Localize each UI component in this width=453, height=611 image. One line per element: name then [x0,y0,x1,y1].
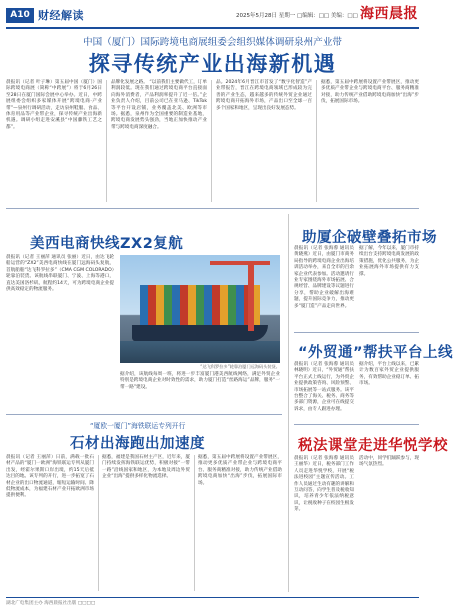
middle-story-col-1: 晨报讯（记者 王丽萍）日前，满载一批石材产品的“厦门一欧洲”海铁联运专列从厦门出发，经霍尔果斯口岸出境，约15天后抵达目的地。该专列的开行，进一步拓宽了石材企业的出口物流通道，缩短运输时间、降低物流成本，为福建石材产业开拓欧洲市场提供便利。 [6,455,94,499]
section-divider [6,414,282,415]
middle-story-headline: 石材出海跑出加速度 [70,436,205,452]
crane-arm [210,261,270,265]
column-divider [211,80,212,202]
column-divider [316,80,317,202]
top-story-kicker: 中国（厦门）国际跨境电商展组委会组织媒体调研泉州产业带 [82,37,343,48]
zx2-story-headline: 美西电商快线ZX2复航 [30,236,184,252]
ship-containers [140,285,260,325]
footer-text: 湖北广电集团主办 海西晨报社出版 □□□□ [6,601,96,606]
top-story-col-2: 品牌化发展之路。 “以前我们主要做代工，订单利润较低。现在我们通过跨境电商平台直接面向海外消费者，产品利润率提升了近一倍。”企业负责人介绍，目前公司已在亚马逊、TikTok等平台开设店铺，业务覆盖北美、欧洲等市场。据悉，泉州作为全国重要的制造业基地，跨境电商发展势头强劲，当地正加快推动产业带与跨境电商深度融合。 [111,80,207,130]
column-divider [106,80,107,202]
column-divider [98,455,99,591]
newspaper-masthead: 海西晨报 [360,6,418,22]
right-story-3-headline: 税法课堂走进华悦学校 [298,438,448,454]
container-ship-photo [120,255,280,363]
right-story-2-col-2: 据介绍，平台上线以来，已累计为数百家外贸企业提供服务，有效帮助企业稳订单、拓市场。 [359,362,419,387]
page-number-badge: A10 [6,8,34,23]
right-story-1-col-2: 据了解，今年以来，厦门市持续出台支持跨境电商发展的政策措施，优化公共服务，为企业拓展海外市场提供有力支撑。 [359,246,419,277]
right-story-1-headline: 助厦企破壁叠拓市场 [302,230,437,246]
section-divider [6,208,419,209]
column-divider [288,214,289,592]
right-story-2-headline: “外贸通”帮扶平台上线 [298,345,453,361]
right-story-3-col-2: 活动中，同学们踊跃参与，现场气氛热烈。 [359,456,419,468]
middle-story-col-3: 据悉，第五届中跨展将设置产业带展区，推动更多优质产业带企业与跨境电商平台、服务商精准对接，助力传统产业借助跨境电商加快“出海”步伐，拓展国际市场。 [198,455,282,486]
right-story-1-col-1: 晨报讯（记者 张海蓉 通讯员 黄晓燕）近日，由厦门市商务局指导的跨境电商企业出海培训活动举办，来自全市的百余家企业代表参加。活动邀请行业专家围绕海外市场拓展、合规经营、品牌建设等议题进行分享，帮助企业破解出海难题，提升国际竞争力，推动更多“厦门造”产品走向世界。 [294,246,354,309]
section-title: 财经解读 [38,9,84,22]
top-story-col-3: 品。2024年6月晋江市首发了“数字化智造”产业带报告，晋江在跨境电商领域已形成较为完善的产业生态，越来越多的传统外贸企业通过跨境电商开拓海外市场，产品出口至全球一百多个国家和地区，呈现出良好发展态势。 [216,80,312,111]
zx2-story-col-1: 晨报讯（记者 王丽萍 通讯员 张丽）近日，由达飞轮船运营的“ZX2”美西电商快线在厦门远海码头复航，首航船舶“达飞科罗拉多”（CMA CGM COLORADO）轮靠泊装货。该航线串联厦门、宁波、上海等港口，直达美国洛杉矶，航程约14天，可为跨境电商企业提供高效稳定的物流服务。 [6,255,114,293]
column-divider [194,455,195,591]
header-date-line: 2025年5月28日 星期一 □编辑：□□ 美编：□□ [236,13,358,19]
middle-story-kicker: “厦欧一厦门”海铁联运专列开行 [90,422,186,430]
top-story-col-1: 晨报讯（记者 叶子琳）第五届中国（厦门）国际跨境电商展（简称“中跨展”）将于6月26日至28日在厦门国际会展中心举办。近日，中跨展组委会组织多家媒体开展“跨境电商·产业带”—泉州行调研活动，走访泉州鞋服、食品、体育用品等产业带企业，探寻传统产业出海新机遇。调研小组走进安溪县“中国藤铁工艺之都”。 [6,80,102,130]
header-divider [6,27,419,29]
right-story-3-col-1: 晨报讯（记者 张海蓉 通讯员 王丽华）近日，税务部门工作人员走进华悦学校，开展“税法进校园”主题宣传活动。工作人员通过生动有趣的讲解和互动问答，向学生普及税收知识，培养青少年依法纳税意识，让税收种子在校园生根发芽。 [294,456,354,513]
photo-caption: “达飞科罗拉多”轮靠泊厦门远海码头装货。 [200,364,280,369]
zx2-story-col-2: 据介绍，该航线每周一班，将进一步丰富厦门港美西航线网络，满足外贸企业特别是跨境电商企业对时效性的需求，助力厦门打造“丝路海运”品牌，服务“一带一路”建设。 [120,372,280,390]
crane [248,261,254,331]
top-story-col-4: 据悉，第五届中跨展将设置产业带展区，推动更多优质产业带企业与跨境电商平台、服务商精准对接，助力传统产业借助跨境电商加快“出海”步伐，拓展国际市场。 [321,80,419,105]
harbor-water [120,341,280,363]
section-divider [294,424,419,425]
top-story-headline: 探寻传统产业出海新机遇 [88,52,337,76]
middle-story-col-2: 据悉，福建是我国石材主产区，近年来，厦门持续发挥海铁联运优势，积极对接“一带一路”沿线国家和地区，为本地及周边外贸企业“出海”提供多样化物流选择。 [102,455,190,480]
right-story-2-col-1: 晨报讯（记者 张海蓉 通讯员 林晓明）近日，“外贸通”帮扶平台正式上线运行，为外贸企业提供政策咨询、风险预警、市场拓展等一站式服务。该平台整合了海关、税务、商务等多部门资源，企业可在线提交诉求，由专人跟进办理。 [294,362,354,412]
footer-divider [6,597,419,598]
section-divider [294,332,419,333]
